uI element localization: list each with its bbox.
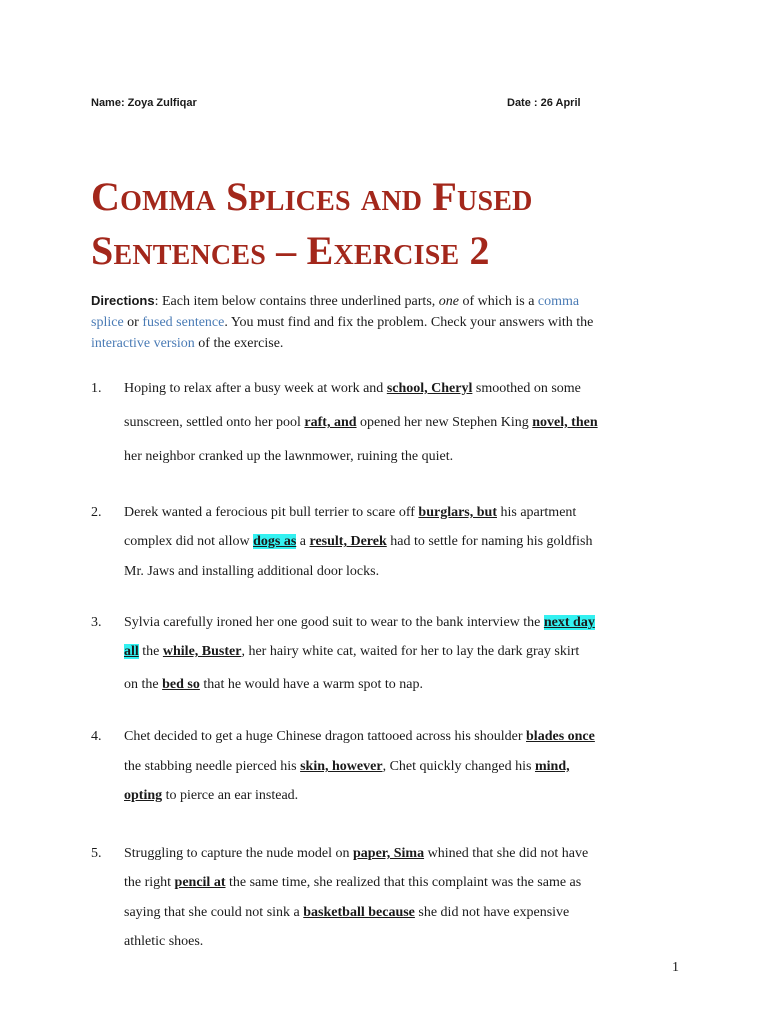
item-text: the right <box>124 875 175 890</box>
item-line <box>124 905 569 921</box>
item-text: the stabbing needle pierced his <box>124 759 301 774</box>
document-date: Date : 26 April <box>507 97 581 109</box>
item-text: Struggling to capture the nude model on <box>124 846 354 861</box>
item-line <box>124 875 581 891</box>
item-text: she did not have expensive <box>414 905 570 920</box>
item-line <box>124 534 592 550</box>
item-text: Mr. Jaws and installing additional door locks. <box>124 564 380 579</box>
directions-text: : Each item below contains three underlined parts, <box>154 294 439 309</box>
directions-text: or <box>123 315 143 330</box>
underlined-part: basketball because <box>303 905 415 920</box>
underlined-part: skin, however <box>300 759 383 774</box>
item-number: 2. <box>91 505 102 520</box>
item-line <box>124 415 598 431</box>
highlighted-underlined-part: next day <box>543 615 595 630</box>
underlined-part: blades once <box>526 729 595 744</box>
item-text: had to settle for naming his goldfish <box>386 534 593 549</box>
directions-label: Directions <box>91 293 155 308</box>
item-text: athletic shoes. <box>124 934 204 949</box>
item-text: the <box>138 644 163 659</box>
item-line <box>124 564 379 580</box>
directions-text: of which is a <box>458 294 538 309</box>
item-text: whined that she did not have <box>424 846 589 861</box>
item-text: , Chet quickly changed his <box>382 759 535 774</box>
item-text: opened her new Stephen King <box>356 415 533 430</box>
item-number: 3. <box>91 615 102 630</box>
item-text: Derek wanted a ferocious pit bull terrier to scare off <box>124 505 419 520</box>
item-text: to pierce an ear instead. <box>162 788 299 803</box>
item-text: on the <box>124 677 163 692</box>
highlighted-underlined-part: all <box>124 644 139 659</box>
underlined-part: opting <box>124 788 163 803</box>
item-line <box>124 381 581 397</box>
item-text: her neighbor cranked up the lawnmower, ruining the quiet. <box>124 449 454 464</box>
title-line-2: Sentences – Exercise 2 <box>91 228 490 273</box>
directions-text: . You must find and fix the problem. Check your answers with the <box>224 315 594 330</box>
highlighted-underlined-part: dogs as <box>253 534 297 549</box>
student-name: Name: Zoya Zulfiqar <box>91 97 197 109</box>
item-text: saying that she could not sink a <box>124 905 304 920</box>
underlined-part: bed so <box>162 677 200 692</box>
underlined-part: result, Derek <box>309 534 387 549</box>
item-line <box>124 846 588 862</box>
item-text: , her hairy white cat, waited for her to lay the dark gray skirt <box>241 644 580 659</box>
underlined-part: paper, Sima <box>353 846 425 861</box>
directions-emphasis: one <box>438 294 459 309</box>
item-text: the same time, she realized that this complaint was the same as <box>225 875 582 890</box>
item-number: 4. <box>91 729 102 744</box>
fused-sentence-link[interactable]: fused sentence <box>142 315 225 330</box>
item-text: Hoping to relax after a busy week at work and <box>124 381 387 396</box>
title-line-1: Comma Splices and Fused <box>91 174 533 219</box>
item-line <box>124 788 298 804</box>
item-line <box>124 677 423 693</box>
underlined-part: raft, and <box>304 415 357 430</box>
interactive-version-link[interactable]: interactive version <box>91 336 195 351</box>
item-line <box>124 615 595 631</box>
item-text: Chet decided to get a huge Chinese dragon tattooed across his shoulder <box>124 729 527 744</box>
item-number: 5. <box>91 846 102 861</box>
item-line <box>124 505 576 521</box>
directions <box>91 290 681 354</box>
item-line <box>124 759 570 775</box>
item-text: his apartment <box>496 505 577 520</box>
item-text: smoothed on some <box>472 381 581 396</box>
item-text: a <box>296 534 310 549</box>
item-text: that he would have a warm spot to nap. <box>199 677 424 692</box>
item-text: complex did not allow <box>124 534 254 549</box>
directions-text: of the exercise. <box>194 336 284 351</box>
item-line <box>124 729 595 745</box>
item-line <box>124 934 203 950</box>
underlined-part: while, Buster <box>162 644 242 659</box>
item-number: 1. <box>91 381 102 396</box>
underlined-part: school, Cheryl <box>386 381 473 396</box>
underlined-part: novel, then <box>532 415 598 430</box>
page-number: 1 <box>672 960 679 975</box>
item-line <box>124 449 453 465</box>
underlined-part: mind, <box>534 759 570 774</box>
document-header <box>91 97 581 113</box>
item-text: Sylvia carefully ironed her one good suit to wear to the bank interview the <box>124 615 544 630</box>
comma-splice-link[interactable]: comma <box>537 294 580 309</box>
underlined-part: burglars, but <box>418 505 497 520</box>
item-text: sunscreen, settled onto her pool <box>124 415 305 430</box>
page-title <box>91 170 731 278</box>
item-line <box>124 644 579 660</box>
comma-splice-link-cont[interactable]: splice <box>91 315 124 330</box>
underlined-part: pencil at <box>174 875 226 890</box>
